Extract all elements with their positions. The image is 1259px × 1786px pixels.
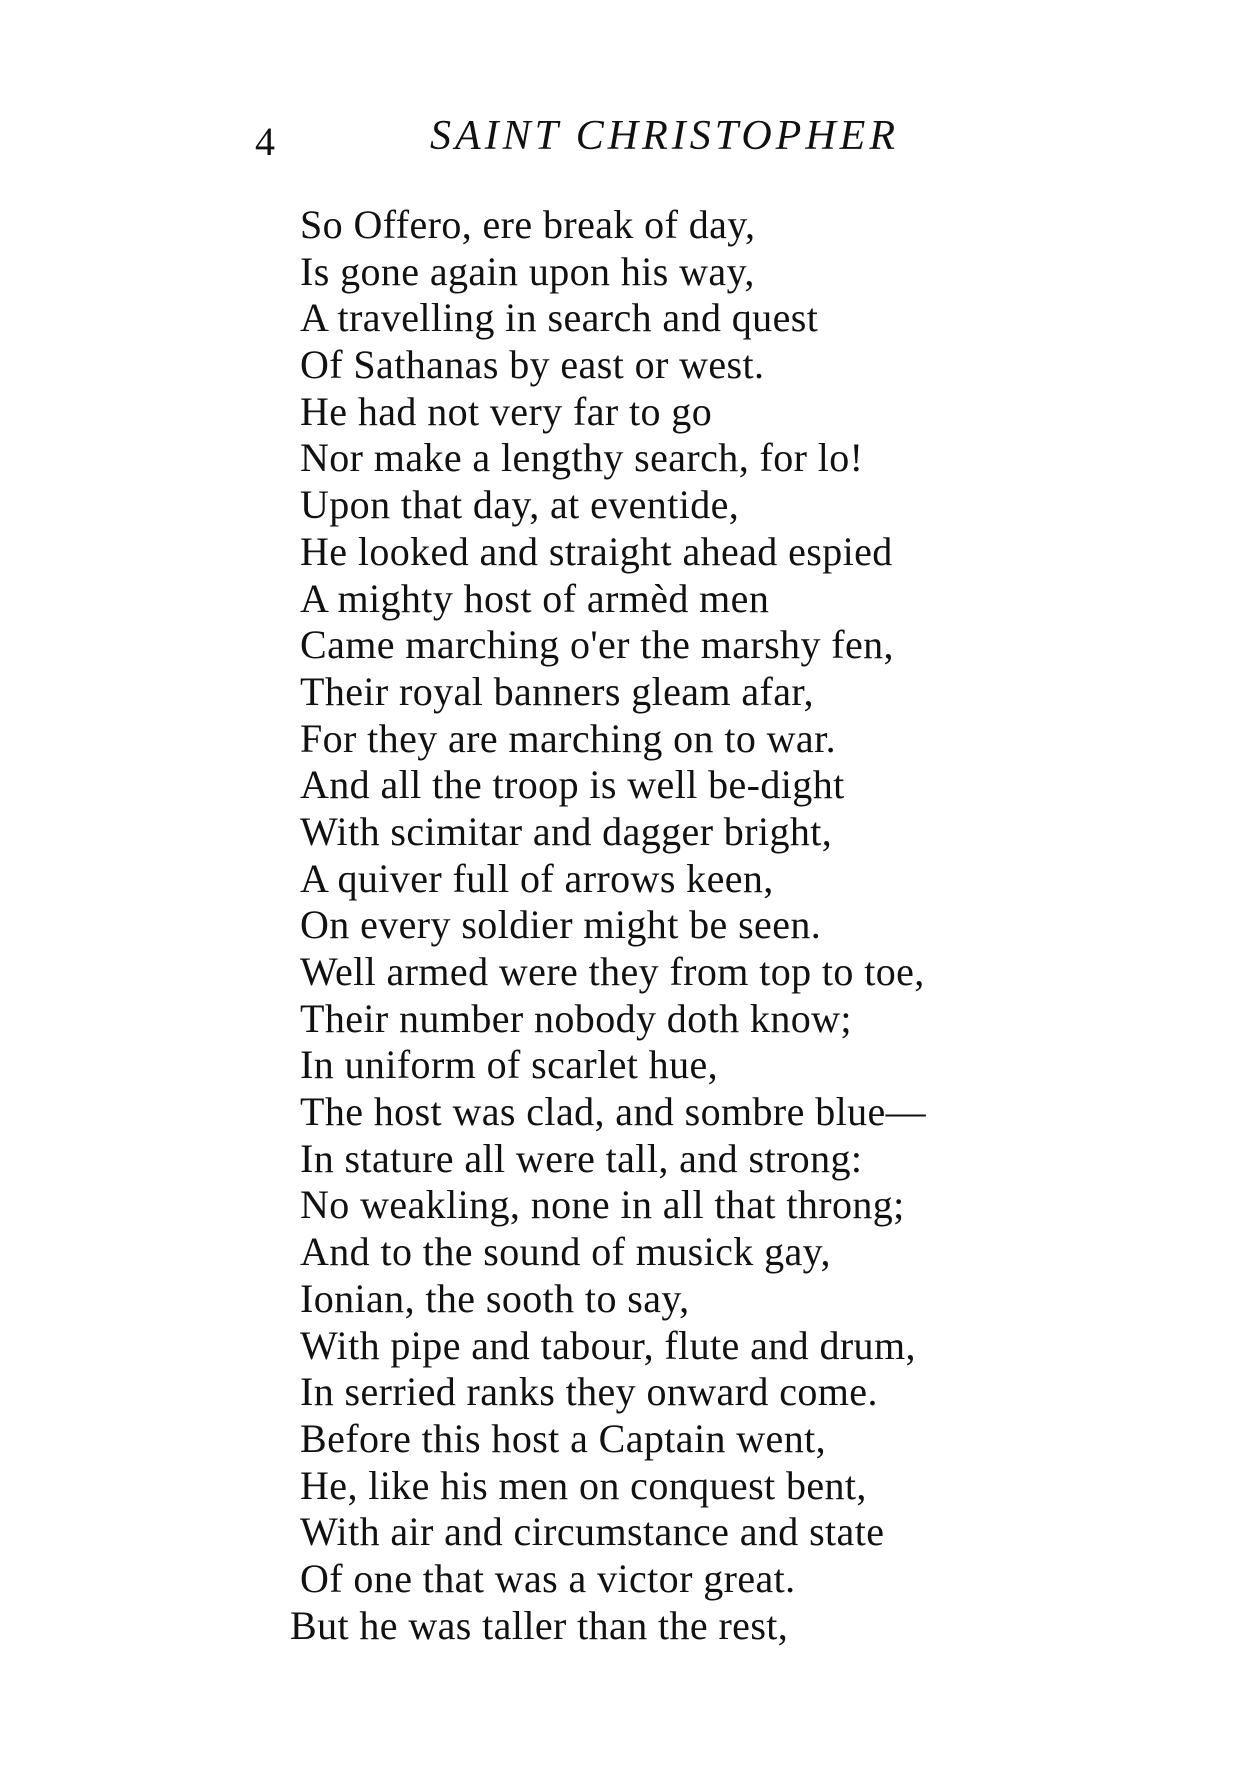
poem-line: In stature all were tall, and strong: [300,1135,863,1181]
poem-line: A mighty host of armèd men [300,575,770,621]
poem-line: Nor make a lengthy search, for lo! [300,435,864,481]
poem-line: Their royal banners gleam afar, [300,668,814,714]
poem-line: And to the sound of musick gay, [300,1229,831,1275]
poem-line: A travelling in search and quest [300,295,819,341]
poem-line: The host was clad, and sombre blue— [300,1089,927,1135]
poem-line: Ionian, the sooth to say, [300,1275,690,1321]
poem-line: Well armed were they from top to toe, [300,949,925,994]
poem-line: Came marching o'er the marshy fen, [300,622,894,668]
poem-line: But he was taller than the rest, [290,1602,789,1648]
poem-line: In uniform of scarlet hue, [300,1042,719,1088]
poem-line: For they are marching on to war. [300,715,836,761]
poem-line: Of Sathanas by east or west. [300,342,765,388]
poem-line: With air and circumstance and state [300,1509,885,1555]
page-number: 4 [255,119,275,164]
poem-line: With pipe and tabour, flute and drum, [300,1322,916,1368]
poem-text [290,202,1200,1649]
poem-line: Of one that was a victor great. [300,1555,796,1601]
poem-line: In serried ranks they onward come. [300,1369,878,1415]
poem-line: Is gone again upon his way, [300,248,755,294]
poem-line: And all the troop is well be-dight [300,762,845,808]
poem-line: He looked and straight ahead espied [300,528,893,574]
poem-line: Upon that day, at eventide, [300,482,740,528]
poem-line: A quiver full of arrows keen, [300,855,774,901]
running-title: SAINT CHRISTOPHER [430,113,899,159]
poem-line: Before this host a Captain went, [300,1415,827,1461]
poem-line: No weakling, none in all that throng; [300,1182,905,1228]
poem-line: Their number nobody doth know; [300,995,852,1041]
poem-line: He had not very far to go [300,388,713,434]
poem-line: With scimitar and dagger bright, [300,808,833,854]
poem-line: So Offero, ere break of day, [300,202,756,247]
poem-line: He, like his men on conquest bent, [300,1462,867,1508]
poem-line: On every soldier might be seen. [300,902,822,948]
